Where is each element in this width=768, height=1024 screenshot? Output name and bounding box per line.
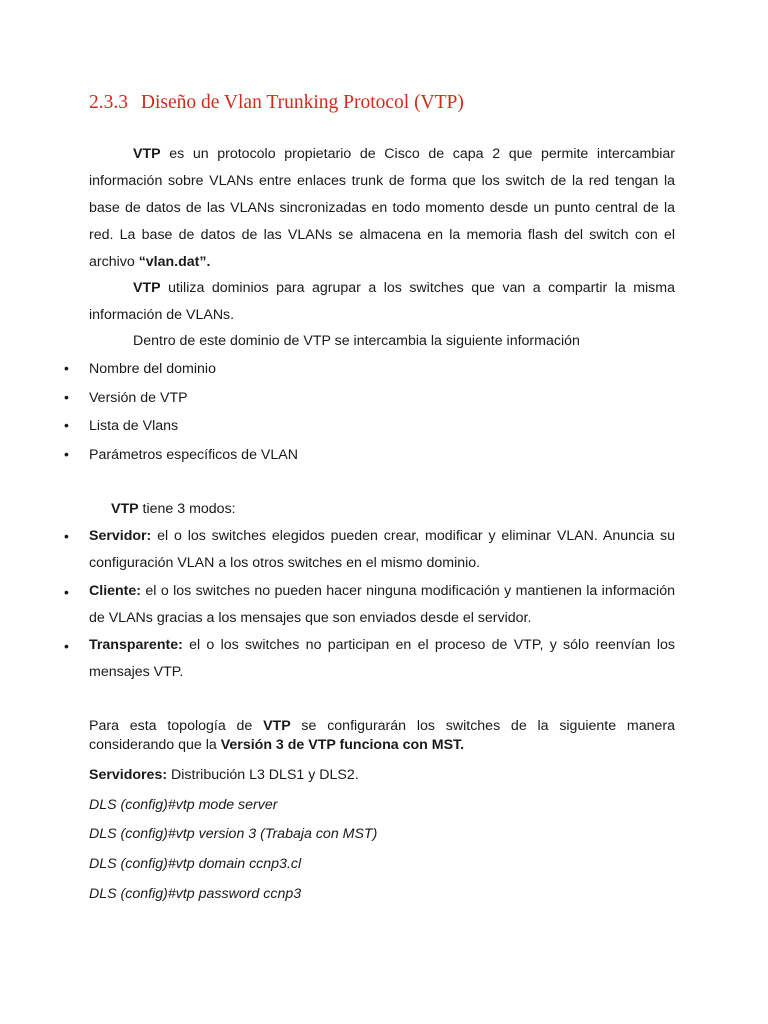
command-line: DLS (config)#vtp domain ccnp3.cl [89, 856, 302, 872]
topology-version-note: Versión 3 de VTP funciona con MST. [220, 737, 465, 753]
section-heading [89, 92, 464, 114]
domains-vtp-term: VTP [133, 280, 161, 296]
section-title: Diseño de Vlan Trunking Protocol (VTP) [140, 92, 464, 113]
domains-text: utiliza dominios para agrupar a los switches que van a compartir la misma información de VLANs. [89, 280, 675, 323]
list-bullet: • [64, 446, 69, 462]
topology-paragraph [89, 717, 675, 755]
modes-intro-text: tiene 3 modos: [138, 501, 236, 517]
list-bullet: • [64, 584, 69, 600]
mode-text: el o los switches elegidos pueden crear, modificar y eliminar VLAN. Anuncia su configuración VLAN a los otros switches en el mismo dominio. [89, 528, 675, 571]
mode-item-servidor [89, 523, 675, 577]
list-item: Nombre del dominio [89, 361, 216, 377]
mode-label: Cliente: [89, 583, 142, 599]
list-item: Versión de VTP [89, 390, 188, 406]
servers-line [89, 767, 359, 783]
intro-text: es un protocolo propietario de Cisco de capa 2 que permite intercambiar información sobre VLANs entre enlaces trunk de forma que los switch de la red tengan la base de datos de las VLANs sincronizadas en todo momento desde un punto central de la red. La base de datos de las VLANs se almacena en la memoria flash del switch con el archivo [89, 146, 675, 270]
mode-label: Servidor: [89, 528, 152, 544]
command-line: DLS (config)#vtp password ccnp3 [89, 886, 302, 902]
modes-vtp-term: VTP [111, 501, 139, 517]
topology-text-1: Para esta topología de [89, 718, 264, 734]
list-bullet: • [64, 360, 69, 376]
list-item: Lista de Vlans [89, 418, 179, 434]
servers-label: Servidores: [89, 767, 168, 783]
list-bullet: • [64, 528, 69, 544]
topology-text-2: se configurarán los switches de la siguiente manera considerando que la [89, 718, 675, 753]
list-item: Parámetros específicos de VLAN [89, 447, 298, 463]
intro-paragraph [89, 141, 675, 276]
mode-label: Transparente: [89, 637, 183, 653]
modes-intro [111, 501, 236, 517]
list-bullet: • [64, 638, 69, 654]
domains-paragraph [89, 275, 675, 329]
section-number: 2.3.3 [89, 92, 128, 113]
mode-item-transparente [89, 632, 675, 686]
command-line: DLS (config)#vtp mode server [89, 797, 278, 813]
mode-text: el o los switches no participan en el proceso de VTP, y sólo reenvían los mensajes VTP. [89, 637, 675, 680]
mode-text: el o los switches no pueden hacer ninguna modificación y mantienen la información de VLANs gracias a los mensajes que son enviados desde el servidor. [89, 583, 675, 626]
servers-text: Distribución L3 DLS1 y DLS2. [167, 767, 359, 783]
list-bullet: • [64, 389, 69, 405]
exchange-intro: Dentro de este dominio de VTP se intercambia la siguiente información [133, 333, 580, 349]
topology-vtp-term: VTP [263, 718, 291, 734]
mode-item-cliente [89, 578, 675, 632]
intro-file-name: “vlan.dat”. [138, 254, 211, 270]
list-bullet: • [64, 417, 69, 433]
command-line: DLS (config)#vtp version 3 (Trabaja con MST) [89, 826, 378, 842]
intro-vtp-term: VTP [133, 146, 161, 162]
